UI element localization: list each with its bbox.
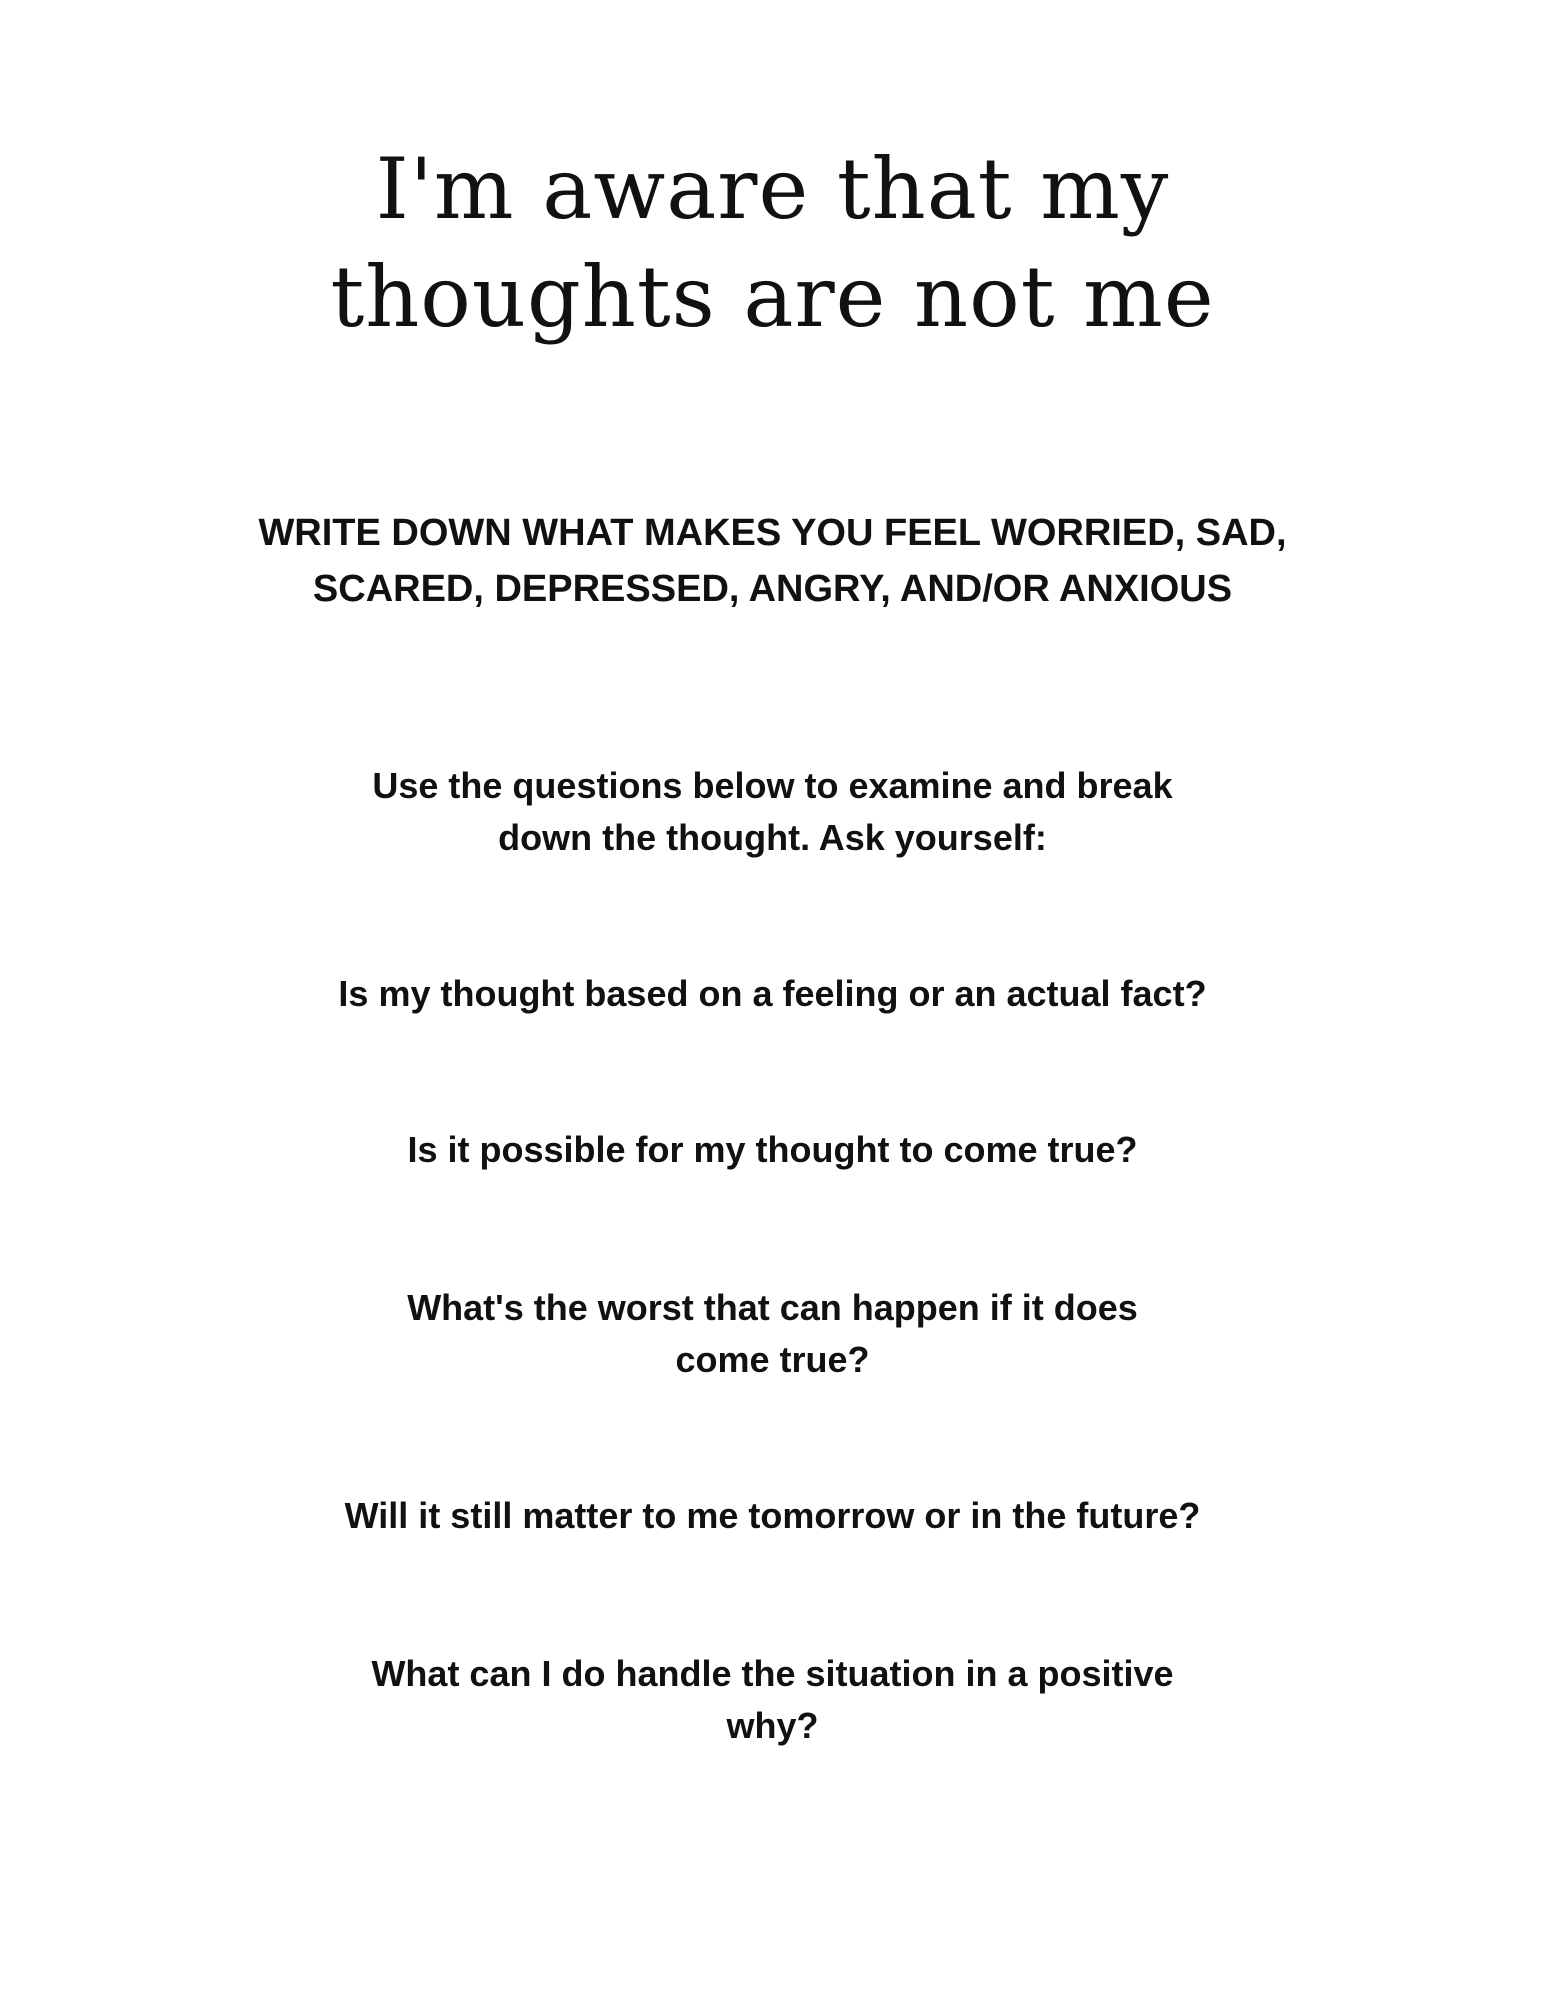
question-4	[0, 1490, 1545, 1542]
title-line-2: thoughts are not me	[330, 248, 1215, 346]
question-2-line-1: Is it possible for my thought to come true?	[407, 1129, 1138, 1170]
question-5	[0, 1648, 1545, 1752]
page-title	[0, 135, 1545, 351]
intro-line-1: Use the questions below to examine and break	[372, 765, 1173, 806]
question-3-line-1: What's the worst that can happen if it does	[407, 1287, 1138, 1328]
question-1-line-1: Is my thought based on a feeling or an actual fact?	[338, 973, 1207, 1014]
intro-text	[0, 760, 1545, 864]
intro-line-2: down the thought. Ask yourself:	[498, 817, 1047, 858]
question-3	[0, 1282, 1545, 1386]
question-5-line-1: What can I do handle the situation in a positive	[371, 1653, 1174, 1694]
title-line-1: I'm aware that my	[375, 140, 1170, 238]
instruction-line-1: WRITE DOWN WHAT MAKES YOU FEEL WORRIED, SAD,	[258, 512, 1287, 554]
instruction-line-2: SCARED, DEPRESSED, ANGRY, AND/OR ANXIOUS	[312, 568, 1233, 610]
instruction-heading	[0, 505, 1545, 617]
question-4-line-1: Will it still matter to me tomorrow or in the future?	[344, 1495, 1201, 1536]
question-5-line-2: why?	[726, 1705, 819, 1746]
question-1	[0, 968, 1545, 1020]
question-2	[0, 1124, 1545, 1176]
question-3-line-2: come true?	[675, 1339, 870, 1380]
